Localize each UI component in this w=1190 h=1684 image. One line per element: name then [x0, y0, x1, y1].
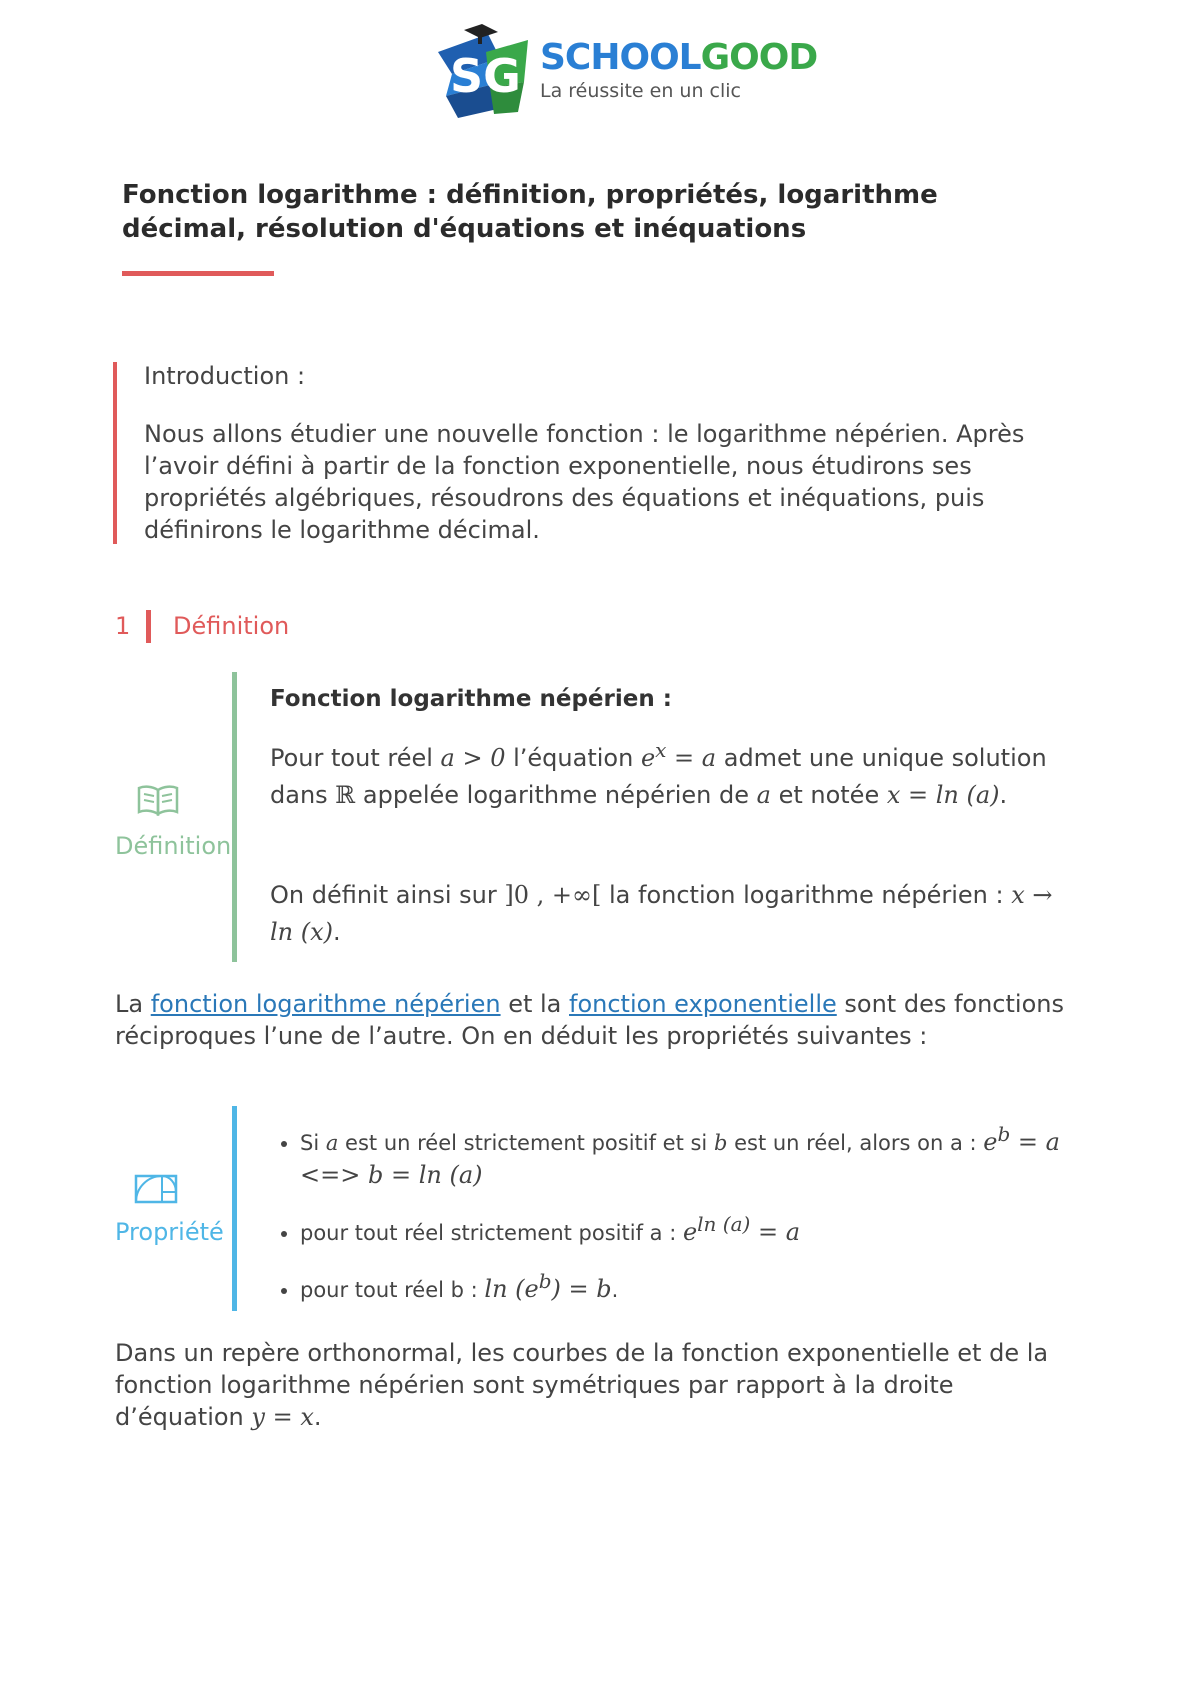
definition-paragraph-2 — [270, 877, 1070, 951]
text-fragment: la fonction logarithme népérien : — [601, 881, 1012, 909]
math-fragment: e — [983, 1128, 998, 1156]
introduction-text: Nous allons étudier une nouvelle fonction : le logarithme népérien. Après l’avoir défini à partir de la fonction exponentielle, nous étudirons ses propriétés algébriques, résoudrons des équations et inéquations, puis définirons le logarithme décimal. — [144, 420, 1025, 544]
logo-tagline: La réussite en un clic — [540, 80, 741, 102]
text-fragment: pour tout réel strictement positif a : — [300, 1221, 683, 1245]
text-fragment: pour tout réel b : — [300, 1278, 485, 1302]
title-underline — [122, 271, 274, 276]
section-number: 1 — [115, 612, 131, 640]
text-fragment: Si — [300, 1131, 326, 1155]
text-fragment: La — [115, 990, 151, 1018]
math-real-numbers: ℝ — [335, 781, 356, 809]
math-a-positive: a > 0 — [440, 744, 506, 772]
math-a: a — [756, 781, 771, 809]
math-fragment: e — [682, 1218, 698, 1246]
text-fragment: . — [313, 1403, 322, 1431]
text-fragment: admet une unique solution dans — [270, 744, 1047, 809]
introduction-block — [113, 362, 1097, 544]
property-item-2 — [300, 1208, 1090, 1249]
symmetry-paragraph — [115, 1337, 1085, 1433]
math-ln-exp — [484, 1269, 612, 1303]
introduction-label: Introduction : — [144, 362, 306, 390]
property-list — [270, 1118, 1090, 1306]
math-x-equals-ln-a: x = ln (a) — [886, 781, 1000, 809]
math-fragment: e — [640, 744, 656, 772]
text-fragment: et la — [500, 990, 570, 1018]
math-fragment: ln (e — [484, 1275, 539, 1303]
math-fragment: = a — [666, 744, 717, 772]
math-exponent: x — [655, 738, 667, 762]
text-fragment: est un réel, alors on a : — [727, 1131, 984, 1155]
property-item-3 — [300, 1265, 1090, 1306]
reciprocal-paragraph — [115, 988, 1085, 1052]
logo-brand-good: GOOD — [700, 37, 818, 78]
math-interval: ]0 , +∞[ — [504, 881, 602, 909]
definition-title: Fonction logarithme népérien : — [270, 686, 672, 712]
math-b: b — [713, 1131, 728, 1155]
sg-logo-icon — [428, 22, 532, 122]
logo-brand-name — [540, 38, 817, 78]
text-fragment: et notée — [770, 781, 887, 809]
text-fragment: appelée logarithme népérien de — [355, 781, 757, 809]
definition-side-label: Définition — [115, 832, 232, 860]
text-fragment: . — [611, 1278, 619, 1302]
math-fragment: ) = b — [551, 1275, 612, 1303]
link-fonction-exponentielle[interactable]: fonction exponentielle — [569, 990, 837, 1018]
section-title: Définition — [173, 612, 290, 640]
math-exponent: b — [997, 1122, 1011, 1146]
property-item-1 — [300, 1118, 1090, 1192]
math-exponent: b — [538, 1269, 552, 1293]
link-fonction-logarithme-neperien[interactable]: fonction logarithme népérien — [150, 990, 501, 1018]
open-book-icon — [136, 784, 180, 816]
text-fragment: est un réel strictement positif et si — [338, 1131, 714, 1155]
text-fragment: l’équation — [505, 744, 641, 772]
text-fragment: . — [333, 918, 341, 946]
document-title: Fonction logarithme : définition, propriétés, logarithme décimal, résolution d'équations et inéquations — [122, 180, 938, 244]
logo-brand-school: SCHOOL — [540, 37, 701, 78]
schoolgood-logo — [428, 22, 818, 126]
logo-text — [540, 38, 817, 102]
text-fragment: sont des fonctions réciproques l’une de l’autre. On en déduit les propriétés suivantes : — [115, 990, 1064, 1050]
text-fragment: Pour tout réel — [270, 744, 441, 772]
text-fragment: . — [999, 781, 1008, 809]
property-side-label: Propriété — [115, 1218, 224, 1246]
math-y-equals-x: y = x — [251, 1403, 314, 1431]
text-fragment: Dans un repère orthonormal, les courbes de la fonction exponentielle et de la fonction logarithme népérien sont symétriques par rapport à la droite d’équation — [115, 1339, 1049, 1431]
math-ln-function: x → ln (x) — [270, 881, 1053, 946]
math-exponent: ln (a) — [697, 1212, 751, 1236]
section-divider — [146, 610, 151, 643]
definition-paragraph-1 — [270, 732, 1070, 814]
math-a: a — [325, 1131, 339, 1155]
svg-text:SG: SG — [450, 49, 521, 103]
definition-box — [232, 672, 1077, 962]
text-fragment: On définit ainsi sur — [270, 881, 505, 909]
math-fragment: = a — [750, 1218, 801, 1246]
math-exp-equation — [640, 738, 717, 772]
math-fragment: = a <=> b = ln (a) — [300, 1128, 1060, 1189]
golden-spiral-icon — [134, 1174, 178, 1204]
property-box — [232, 1106, 1077, 1311]
math-exp-ln — [682, 1212, 801, 1246]
